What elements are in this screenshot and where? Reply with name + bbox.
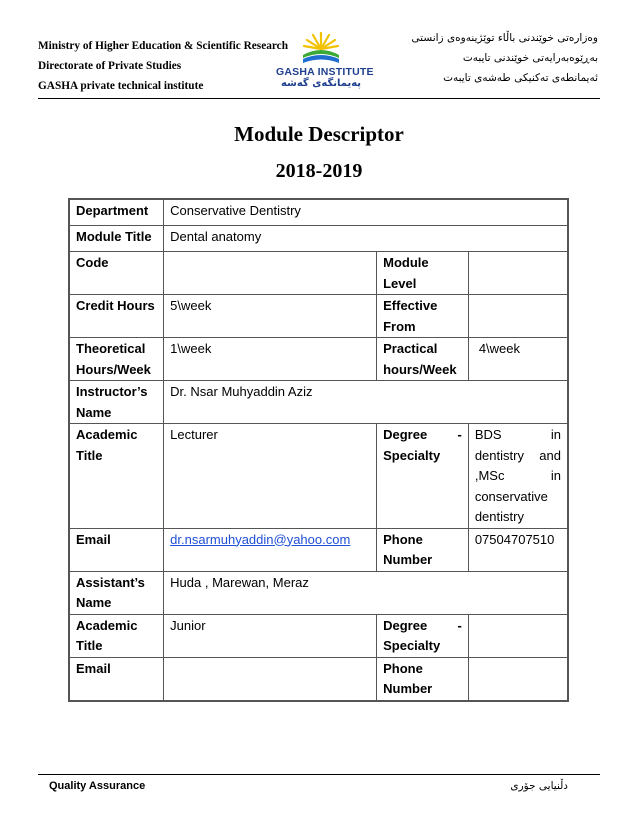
header-institute-kurdish: ئەیمانطەی تەکنیکی طەشەی تایبەت: [443, 72, 598, 84]
header-kurdish-lines: [411, 28, 598, 88]
academic-year: 2018-2019: [275, 160, 363, 182]
assistant-phone-number-value: [468, 657, 568, 701]
degree-specialty-label: Degree - Specialty: [377, 424, 469, 529]
table-row-hours: [69, 338, 568, 381]
header-institution-lines: [38, 36, 288, 96]
email-label: Email: [69, 528, 164, 571]
code-label: Code: [69, 252, 164, 295]
instructor-name-value: Dr. Nsar Muhyaddin Aziz: [164, 381, 568, 424]
phone-number-value: 07504707510: [468, 528, 568, 571]
module-descriptor-table: [68, 198, 569, 702]
table-row-credit-hours: [69, 295, 568, 338]
academic-title-label: Academic Title: [69, 424, 164, 529]
assistant-email-value: [164, 657, 377, 701]
header-ministry-kurdish: وەزارەتی خوێندنی باڵاء توێژینەوەی زانستی: [411, 32, 598, 44]
table-row-module-title: [69, 226, 568, 252]
assistant-academic-title-value: Junior: [164, 614, 377, 657]
module-title-value: Dental anatomy: [164, 226, 568, 252]
assistant-phone-number-label: Phone Number: [377, 657, 469, 701]
assistant-degree-specialty-label: Degree - Specialty: [377, 614, 469, 657]
department-value: Conservative Dentistry: [164, 199, 568, 226]
table-row-assistant: [69, 571, 568, 614]
assistant-name-label: Assistant’s Name: [69, 571, 164, 614]
assistant-degree-specialty-value: [468, 614, 568, 657]
footer-divider: [38, 774, 600, 775]
header-ministry: Ministry of Higher Education & Scientific Research: [38, 40, 288, 52]
instructor-email-link[interactable]: dr.nsarmuhyaddin@yahoo.com: [170, 531, 351, 547]
table-row-instructor: [69, 381, 568, 424]
email-value-cell: [164, 528, 377, 571]
table-row-academic-title: [69, 424, 568, 529]
degree-specialty-value: BDS in dentistry and ,MSc in conservative dentistry: [468, 424, 568, 529]
table-row-code: [69, 252, 568, 295]
header-directorate: Directorate of Private Studies: [38, 60, 182, 72]
logo-title: GASHA INSTITUTE: [276, 66, 374, 78]
page-title: Module Descriptor: [234, 122, 404, 146]
logo-subtitle: پەیمانگەی گەشە: [280, 78, 362, 89]
table-row-department: [69, 199, 568, 226]
assistant-academic-title-label: Academic Title: [69, 614, 164, 657]
theoretical-hours-value: 1\week: [164, 338, 377, 381]
department-label: Department: [69, 199, 164, 226]
assistant-name-value: Huda , Marewan, Meraz: [164, 571, 568, 614]
assistant-email-label: Email: [69, 657, 164, 701]
table-row-assistant-email: [69, 657, 568, 701]
effective-from-label: Effective From: [377, 295, 469, 338]
module-level-label: Module Level: [377, 252, 469, 295]
academic-title-value: Lecturer: [164, 424, 377, 529]
header-directorate-kurdish: بەڕێوەبەرایەتی خوێندنی تایبەت: [462, 52, 598, 64]
gasha-logo: [276, 31, 374, 97]
theoretical-hours-label: Theoretical Hours/Week: [69, 338, 164, 381]
credit-hours-value: 5\week: [164, 295, 377, 338]
practical-hours-value: 4\week: [468, 338, 568, 381]
instructor-name-label: Instructor’s Name: [69, 381, 164, 424]
footer-quality-assurance: Quality Assurance: [49, 780, 146, 792]
code-value: [164, 252, 377, 295]
footer-quality-assurance-kurdish: دڵنیایی جۆری: [510, 780, 568, 792]
header-divider: [38, 98, 600, 99]
table-row-email: [69, 528, 568, 571]
phone-number-label: Phone Number: [377, 528, 469, 571]
header-institute: GASHA private technical institute: [38, 80, 204, 92]
table-row-assistant-title: [69, 614, 568, 657]
effective-from-value: [468, 295, 568, 338]
practical-hours-label: Practical hours/Week: [377, 338, 469, 381]
module-level-value: [468, 252, 568, 295]
sunrise-logo-icon: [301, 31, 341, 65]
module-title-label: Module Title: [69, 226, 164, 252]
credit-hours-label: Credit Hours: [69, 295, 164, 338]
